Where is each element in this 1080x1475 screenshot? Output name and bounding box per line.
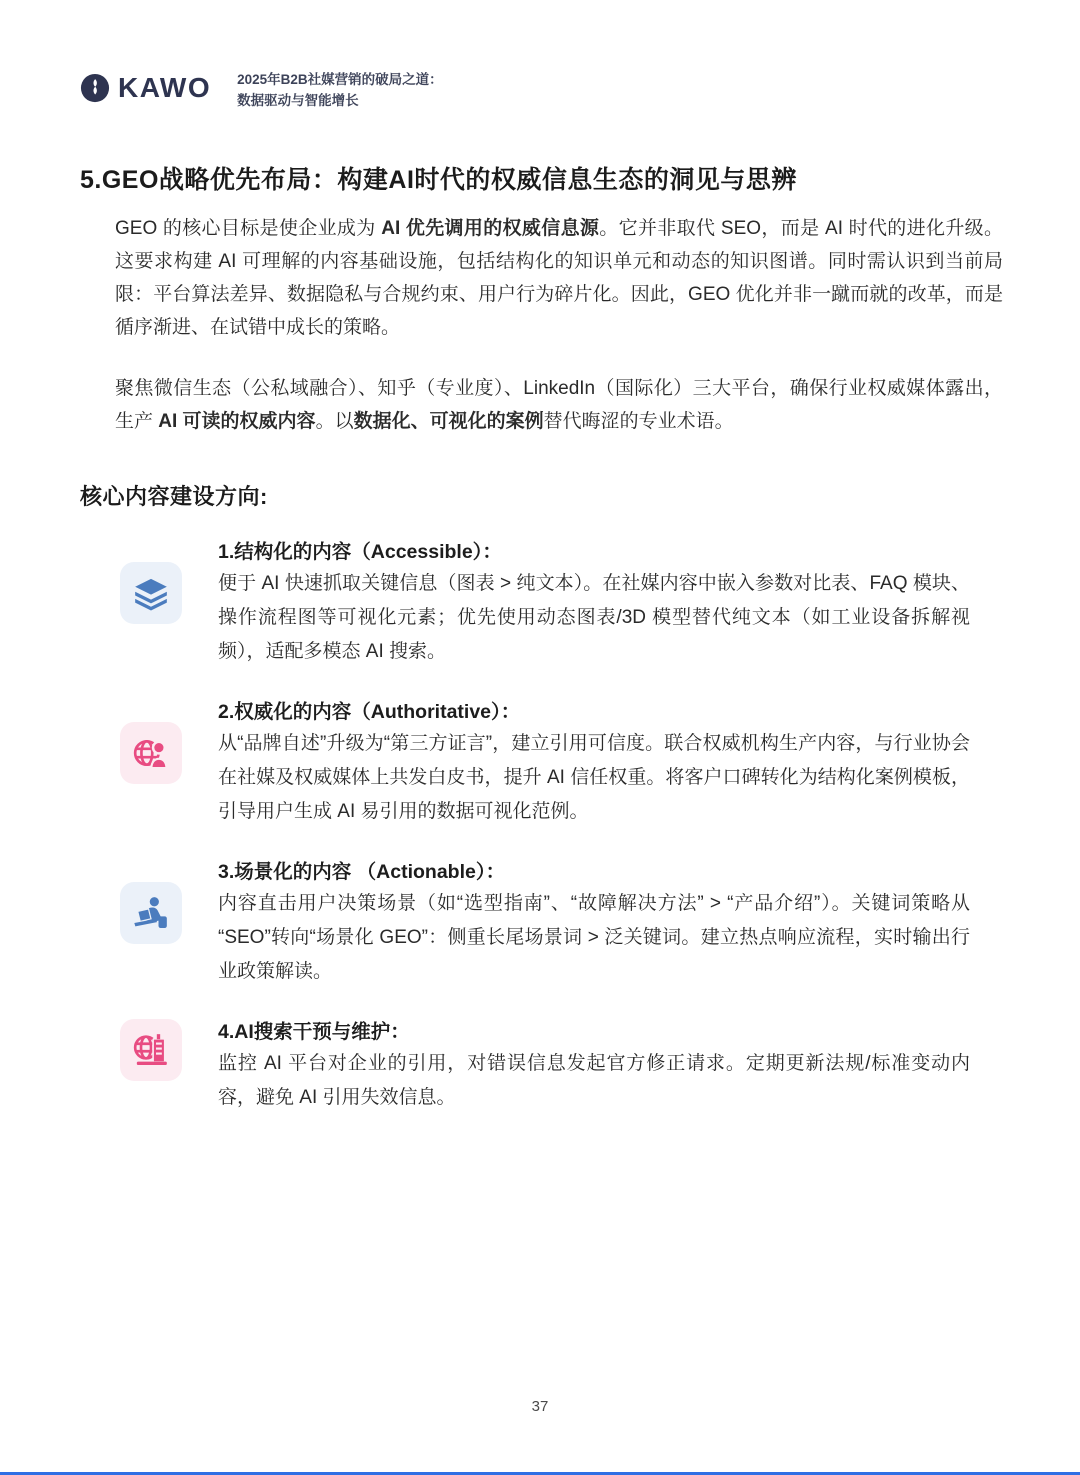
item-title: 1.结构化的内容（Accessible）： [218, 541, 502, 563]
item-title: 4.AI搜索干预与维护： [218, 1021, 410, 1043]
brand-name: KAWO [118, 72, 212, 103]
item-title: 2.权威化的内容（Authoritative）： [218, 701, 521, 723]
intro-paragraph-1: GEO 的核心目标是使企业成为 AI 优先调用的权威信息源。它并非取代 SEO，而是 AI 时代的进化升级。这要求构建 AI 可理解的内容基础设施，包括结构化的知识单元和动态的知识图谱。同时需认识到当前局限：平台算法差异、数据隐私与合规约束、用户行为碎片化。因此，GEO 优化并非一蹴而就的改革，而是循序渐进、在试错中成长的策略。 [115, 218, 1003, 338]
list-item-ai-search-maintenance [120, 1016, 970, 1115]
list-item-structured-content [120, 536, 970, 669]
globe-building-icon [120, 1019, 182, 1081]
item-body: 监控 AI 平台对企业的引用，对错误信息发起官方修正请求。定期更新法规/标准变动内容，避免 AI 引用失效信息。 [218, 1053, 970, 1108]
item-body: 便于 AI 快速抓取关键信息（图表 > 纯文本）。在社媒内容中嵌入参数对比表、FAQ 模块、操作流程图等可视化元素；优先使用动态图表/3D 模型替代纯文本（如工业设备拆解视频），适配多模态 AI 搜索。 [218, 573, 970, 662]
item-body: 内容直击用户决策场景（如“选型指南”、“故障解决方法” > “产品介绍”）。关键词策略从“SEO”转向“场景化 GEO”：侧重长尾场景词 > 泛关键词。建立热点响应流程，实时输出行业政策解读。 [218, 893, 970, 982]
content-direction-list [120, 536, 970, 1142]
report-tagline [237, 70, 443, 112]
item-text [218, 536, 970, 669]
intro-paragraph-2: 聚焦微信生态（公私域融合）、知乎（专业度）、LinkedIn（国际化）三大平台，确保行业权威媒体露出，生产 AI 可读的权威内容。以数据化、可视化的案例替代晦涩的专业术语。 [115, 378, 1003, 432]
tagline-line-2: 数据驱动与智能增长 [237, 92, 359, 108]
globe-person-icon [120, 722, 182, 784]
item-text [218, 696, 970, 829]
brand-logo [80, 72, 211, 104]
kawo-logo-icon [80, 73, 110, 103]
item-body: 从“品牌自述”升级为“第三方证言”，建立引用可信度。联合权威机构生产内容，与行业协会在社媒及权威媒体上共发白皮书，提升 AI 信任权重。将客户口碑转化为结构化案例模板，引导用户生成 AI 易引用的数据可视化范例。 [218, 733, 970, 822]
page-number: 37 [531, 1398, 549, 1415]
item-title: 3.场景化的内容 （Actionable）： [218, 861, 506, 883]
tagline-line-1: 2025年B2B社媒营销的破局之道： [237, 72, 443, 87]
list-item-actionable-content [120, 856, 970, 989]
page-header [80, 70, 443, 112]
page-title: 5.GEO战略优先布局：构建AI时代的权威信息生态的洞见与思辨 [80, 166, 797, 194]
layers-icon [120, 562, 182, 624]
item-text [218, 856, 970, 989]
section-heading: 核心内容建设方向: [80, 484, 268, 509]
list-item-authoritative-content [120, 696, 970, 829]
person-desk-icon [120, 882, 182, 944]
item-text [218, 1016, 970, 1115]
